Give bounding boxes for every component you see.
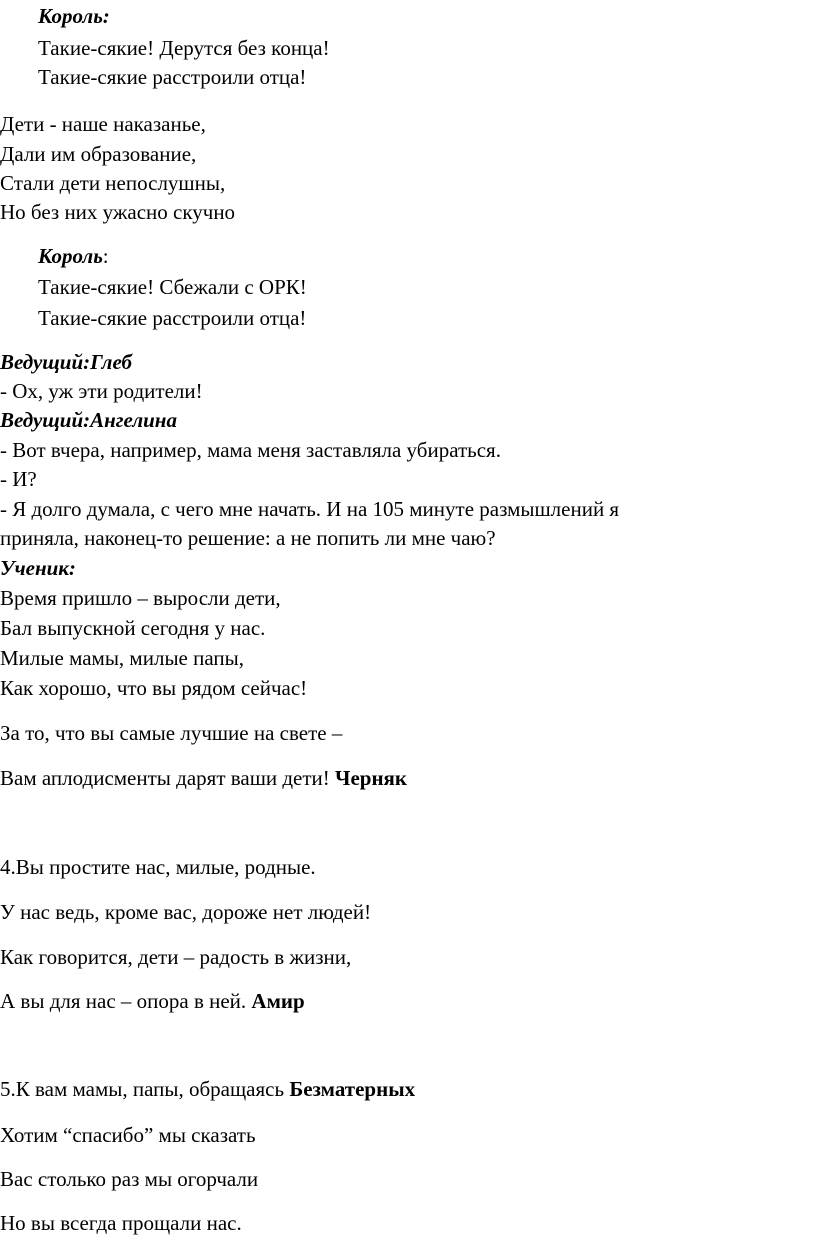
line-text: - Вот вчера, например, мама меня заставляла убираться. [0, 438, 501, 462]
verse-line [0, 675, 307, 701]
speaker-name: Черняк [335, 766, 408, 790]
verse-line [0, 1122, 256, 1148]
speaker-name: Безматерных [289, 1077, 416, 1101]
speaker-label [0, 407, 177, 433]
verse-line [0, 1210, 242, 1236]
line-text: Ведущий:Ангелина [0, 408, 177, 432]
dialogue-line [0, 525, 496, 551]
verse-line [0, 1076, 415, 1102]
line-text: За то, что вы самые лучшие на свете – [0, 721, 343, 745]
dialogue-line [0, 378, 203, 404]
verse-line [0, 854, 316, 880]
line-text: А вы для нас – опора в ней. [0, 989, 252, 1013]
line-text: Как говорится, дети – радость в жизни, [0, 945, 352, 969]
verse-line [0, 199, 235, 225]
speaker-label [38, 3, 110, 29]
line-text: - Ох, уж эти родители! [0, 379, 203, 403]
verse-line [38, 274, 307, 300]
verse-line [0, 1166, 258, 1192]
line-text: Как хорошо, что вы рядом сейчас! [0, 676, 308, 700]
dialogue-line [0, 437, 501, 463]
line-text: У нас ведь, кроме вас, дороже нет людей! [0, 900, 372, 924]
line-text: приняла, наконец-то решение: а не попить ли мне чаю? [0, 526, 496, 550]
speaker-name: Амир [251, 989, 305, 1013]
line-text: Вас столько раз мы огорчали [0, 1167, 259, 1191]
verse-line [0, 141, 196, 167]
verse-line [0, 720, 342, 746]
verse-line [38, 64, 306, 90]
verse-line [0, 585, 281, 611]
verse-line [38, 35, 330, 61]
line-text: : [102, 244, 109, 268]
line-text: Милые мамы, милые папы, [0, 646, 245, 670]
line-text: Такие-сякие! Сбежали с ОРК! [38, 275, 307, 299]
line-text: Такие-сякие расстроили отца! [38, 65, 307, 89]
speaker-label [0, 555, 76, 581]
line-text: Время пришло – выросли дети, [0, 586, 281, 610]
line-text: Дети - наше наказанье, [0, 112, 206, 136]
verse-line [0, 899, 371, 925]
speaker-label [38, 243, 109, 269]
verse-line [0, 765, 407, 791]
speaker-name: Король [38, 244, 103, 268]
line-text: Стали дети непослушны, [0, 171, 226, 195]
line-text: Бал выпускной сегодня у нас. [0, 616, 266, 640]
line-text: Хотим “спасибо” мы сказать [0, 1123, 256, 1147]
verse-line [0, 111, 206, 137]
line-text: 5.К вам мамы, папы, обращаясь [0, 1077, 290, 1101]
verse-line [38, 305, 306, 331]
verse-line [0, 645, 244, 671]
line-text: Но без них ужасно скучно [0, 200, 236, 224]
verse-line [0, 170, 225, 196]
speaker-label [0, 349, 132, 375]
line-text: Такие-сякие расстроили отца! [38, 306, 307, 330]
line-text: Но вы всегда прощали нас. [0, 1211, 242, 1235]
verse-line [0, 615, 265, 641]
dialogue-line [0, 466, 37, 492]
line-text: 4.Вы простите нас, милые, родные. [0, 855, 316, 879]
line-text: Ведущий:Глеб [0, 350, 132, 374]
line-text: Вам аплодисменты дарят ваши дети! [0, 766, 336, 790]
line-text: Король: [38, 4, 110, 28]
line-text: - Я долго думала, с чего мне начать. И на 105 минуте размышлений я [0, 497, 620, 521]
verse-line [0, 944, 351, 970]
line-text: Ученик: [0, 556, 76, 580]
line-text: Дали им образование, [0, 142, 197, 166]
dialogue-line [0, 496, 619, 522]
line-text: Такие-сякие! Дерутся без конца! [38, 36, 330, 60]
verse-line [0, 988, 305, 1014]
line-text: - И? [0, 467, 37, 491]
